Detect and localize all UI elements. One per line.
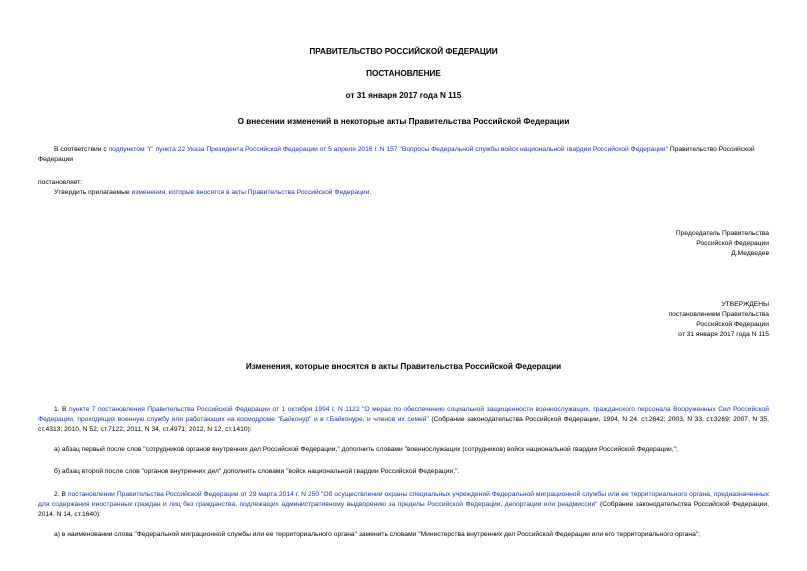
item-2 <box>38 490 769 519</box>
changes-link[interactable]: изменения, которые вносятся в акты Правительства Российской Федерации <box>131 189 370 196</box>
approve-end: . <box>369 189 372 196</box>
document-type: ПОСТАНОВЛЕНИЕ <box>366 69 441 78</box>
document-title: О внесении изменений в некоторые акты Правительства Российской Федерации <box>237 117 570 126</box>
government-heading: ПРАВИТЕЛЬСТВО РОССИЙСКОЙ ФЕДЕРАЦИИ <box>309 47 498 56</box>
approve-paragraph <box>38 188 769 198</box>
approval-stamp <box>469 300 769 340</box>
decree-1122-link[interactable]: пункте 7 постановления Правительства Российской Федерации от 1 октября 1994 г. N 1122 "О мерах по обеспечению социальной защищенности военнослужащих, гражданского персонала Вооруженных Сил Российской Федерации, проходящих военную службу или работающих на космодроме "Байконур" и в г.Байконуре, и членов их семей" <box>38 406 769 423</box>
preamble-rest: Правительство Российской Федерации <box>38 146 755 163</box>
signature-country: Российской Федерации <box>696 240 769 247</box>
approve-start: Утвердить прилагаемые <box>54 189 132 196</box>
changes-title: Изменения, которые вносятся в акты Правительства Российской Федерации <box>245 362 562 371</box>
item-1-a: а) абзац первый после слов "сотрудников органов внутренних дел Российской Федерации," дополнить словами "военнослужащих (сотрудников) войск национальной гвардии Российской Федерации,"; <box>54 446 678 453</box>
signature-block <box>469 229 769 259</box>
preamble <box>38 145 769 165</box>
signature-name: Д.Медведев <box>731 250 769 257</box>
item-1-start: 1. В <box>54 406 69 413</box>
decree-157-link[interactable]: подпунктом "г" пункта 22 Указа Президента Российской Федерации от 5 апреля 2016 г. N 157 "Вопросы Федеральной службы войск национальной гвардии Российской Федерации" <box>108 146 669 153</box>
approved-country: Российской Федерации <box>696 321 769 328</box>
item-2-a: а) в наименовании слова "Федеральной миграционной службы или ее территориального органа" заменить словами "Министерства внутренних дел Российской Федерации или его территориального органа"; <box>54 531 701 538</box>
item-2-start: 2. В <box>54 491 68 498</box>
document-date-number: от 31 января 2017 года N 115 <box>345 91 462 100</box>
decree-250-link[interactable]: постановлении Правительства Российской Федерации от 29 марта 2014 г. N 250 "Об осуществлении охраны специальных учреждений Федеральной миграционной службы или ее территориального органа, предназначенных для содержания иностранных граждан и лиц без гражданства, подлежащих административному выдворению за пределы Российской Федерации, депортации или реадмиссии" <box>38 491 769 508</box>
item-1-rest: (Собрание законодательства Российской Федерации, 1994, N 24, ст.2642; 2003, N 33, ст.3269; 2007, N 35, ст.4313; 2010, N 52, ст.7122; 2011, N 34, ст.4971; 2012, N 12, ст.1410): <box>38 415 769 433</box>
signature-position: Председатель Правительства <box>675 230 769 237</box>
approved-label: УТВЕРЖДЕНЫ <box>721 301 769 308</box>
approved-date: от 31 января 2017 года N 115 <box>678 331 769 338</box>
postanovlyaet: постановляет: <box>38 179 83 186</box>
preamble-intro: В соответствии с <box>54 146 109 153</box>
item-1-b: б) абзац второй после слов "органов внутренних дел" дополнить словами "войск национальной гвардии Российской Федерации,". <box>54 468 460 475</box>
approved-by: постановлением Правительства <box>668 311 769 318</box>
item-2-rest: (Собрание законодательства Российской Федерации, 2014, N 14, ст.1640): <box>38 500 769 518</box>
item-1 <box>38 405 769 434</box>
